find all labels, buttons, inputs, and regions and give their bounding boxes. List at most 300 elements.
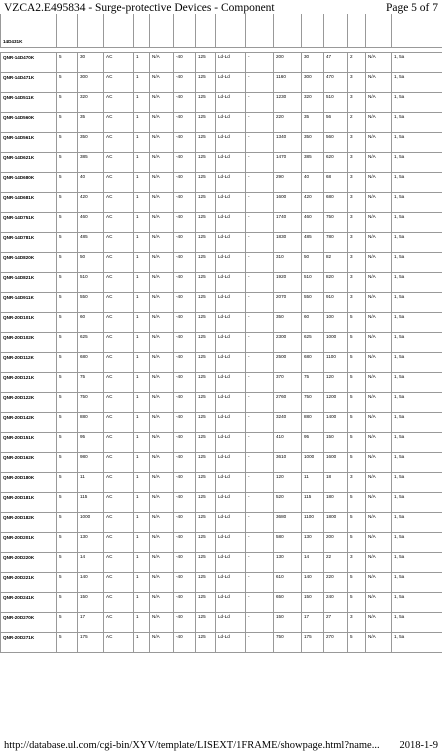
table-cell: Ld-Ld <box>216 353 246 373</box>
print-date: 2018-1-9 <box>399 740 438 751</box>
table-cell: 5 <box>348 333 366 353</box>
table-cell: 115 <box>78 493 104 513</box>
table-cell: -40 <box>174 313 196 333</box>
table-row <box>1 433 442 453</box>
table-cell: -40 <box>174 113 196 133</box>
table-cell: 35 <box>78 113 104 133</box>
table-cell: 2 <box>348 53 366 73</box>
table-cell: 650 <box>274 593 302 613</box>
table-cell: 75 <box>302 373 324 393</box>
table-cell: Ld-Ld <box>216 633 246 653</box>
table-row <box>1 453 442 473</box>
table-cell: AC <box>104 113 134 133</box>
table-cell: 1920 <box>274 273 302 293</box>
table-cell: 5 <box>57 233 78 253</box>
table-row <box>1 193 442 213</box>
table-cell: 1, 5a <box>392 113 442 133</box>
part-number-cell: QNR-14D751K <box>1 213 57 233</box>
table-cell: 460 <box>78 213 104 233</box>
table-row <box>1 533 442 553</box>
table-cell: 35 <box>302 113 324 133</box>
table-cell: 1 <box>134 193 150 213</box>
table-cell: 1, 5a <box>392 513 442 533</box>
table-cell: 125 <box>196 393 216 413</box>
table-cell: 5 <box>57 193 78 213</box>
table-cell: 3 <box>348 153 366 173</box>
table-cell: 1 <box>134 533 150 553</box>
table-body <box>1 53 442 653</box>
table-cell: Ld-Ld <box>216 373 246 393</box>
table-cell: -40 <box>174 633 196 653</box>
table-cell: N/A <box>150 593 174 613</box>
table-cell: 1100 <box>302 513 324 533</box>
table-cell: - <box>246 333 274 353</box>
part-number-cell: QNR-20D151K <box>1 433 57 453</box>
table-cell: 510 <box>302 273 324 293</box>
table-cell: 1, 5a <box>392 633 442 653</box>
table-cell: AC <box>104 473 134 493</box>
table-cell: N/A <box>150 333 174 353</box>
table-cell: 5 <box>348 313 366 333</box>
table-cell: - <box>246 73 274 93</box>
table-cell: 125 <box>196 453 216 473</box>
part-number-cell: QNR-20D181K <box>1 493 57 513</box>
table-cell: -40 <box>174 493 196 513</box>
table-row <box>1 153 442 173</box>
table-cell: N/A <box>366 373 392 393</box>
table-cell: -40 <box>174 413 196 433</box>
table-cell: 1 <box>134 153 150 173</box>
table-cell: 1, 5a <box>392 253 442 273</box>
table-cell: 125 <box>196 313 216 333</box>
table-row <box>1 373 442 393</box>
table-cell: 1, 5a <box>392 333 442 353</box>
table-cell: Ld-Ld <box>216 573 246 593</box>
table-cell: 485 <box>302 233 324 253</box>
table-cell: 5 <box>57 53 78 73</box>
table-cell: 1160 <box>274 73 302 93</box>
table-cell: 1, 5a <box>392 433 442 453</box>
table-cell: 5 <box>57 393 78 413</box>
table-cell: 300 <box>302 73 324 93</box>
part-number-cell: QNR-14D561K <box>1 133 57 153</box>
table-cell: 1600 <box>324 453 348 473</box>
table-cell: 56 <box>324 113 348 133</box>
part-number-cell: QNR-20D112K <box>1 353 57 373</box>
table-cell: - <box>246 493 274 513</box>
part-number-cell: QNR-20D101K <box>1 313 57 333</box>
table-cell: 130 <box>78 533 104 553</box>
table-cell: 11 <box>302 473 324 493</box>
table-cell: - <box>246 453 274 473</box>
table-cell: 40 <box>302 173 324 193</box>
table-cell: 1200 <box>324 393 348 413</box>
table-cell: Ld-Ld <box>216 273 246 293</box>
page-url: http://database.ul.com/cgi-bin/XYV/template/LISEXT/1FRAME/showpage.html?name... <box>4 740 380 751</box>
table-cell: 1 <box>134 493 150 513</box>
table-cell: 370 <box>274 373 302 393</box>
table-row <box>1 473 442 493</box>
part-number-cell: QNR-14D820K <box>1 253 57 273</box>
table-cell: - <box>246 513 274 533</box>
table-cell: 5 <box>57 413 78 433</box>
table-cell: 1, 5a <box>392 213 442 233</box>
table-cell: N/A <box>150 613 174 633</box>
table-cell: 1600 <box>274 193 302 213</box>
table-cell: 1 <box>134 273 150 293</box>
table-cell: -40 <box>174 453 196 473</box>
table-cell: 350 <box>302 133 324 153</box>
table-cell: N/A <box>366 633 392 653</box>
table-cell: -40 <box>174 353 196 373</box>
table-cell: N/A <box>366 333 392 353</box>
part-number-cell: QNR-20D142K <box>1 413 57 433</box>
table-cell: AC <box>104 393 134 413</box>
table-cell: 1, 5a <box>392 473 442 493</box>
table-cell: 1 <box>134 213 150 233</box>
table-cell: 1, 5a <box>392 73 442 93</box>
table-cell: 68 <box>324 173 348 193</box>
table-cell: 350 <box>274 313 302 333</box>
table-cell: AC <box>104 153 134 173</box>
table-cell: 180 <box>324 493 348 513</box>
table-cell: 3 <box>348 73 366 93</box>
table-cell: 1, 5a <box>392 313 442 333</box>
table-cell: - <box>246 193 274 213</box>
table-cell: N/A <box>150 213 174 233</box>
table-cell: AC <box>104 173 134 193</box>
table-cell: -40 <box>174 253 196 273</box>
table-cell: 14 <box>78 553 104 573</box>
table-cell: 125 <box>196 113 216 133</box>
table-cell: 17 <box>78 613 104 633</box>
table-cell: 980 <box>78 453 104 473</box>
table-cell: 125 <box>196 73 216 93</box>
table-cell: 5 <box>57 513 78 533</box>
table-cell: AC <box>104 353 134 373</box>
table-cell: 780 <box>324 233 348 253</box>
table-cell: 3 <box>348 213 366 233</box>
table-cell: N/A <box>366 73 392 93</box>
table-cell: Ld-Ld <box>216 593 246 613</box>
table-row <box>1 253 442 273</box>
table-cell: N/A <box>150 393 174 413</box>
table-cell: 5 <box>57 473 78 493</box>
table-cell: AC <box>104 513 134 533</box>
table-cell: N/A <box>150 133 174 153</box>
table-cell: -40 <box>174 193 196 213</box>
table-cell: AC <box>104 53 134 73</box>
table-row <box>1 633 442 653</box>
table-cell: 22 <box>324 553 348 573</box>
table-cell: N/A <box>150 113 174 133</box>
table-cell: 420 <box>302 193 324 213</box>
table-row <box>1 333 442 353</box>
table-cell: N/A <box>366 53 392 73</box>
partial-top-row <box>0 14 442 52</box>
table-cell: 5 <box>57 313 78 333</box>
component-table-region <box>0 14 442 734</box>
table-cell: 75 <box>78 373 104 393</box>
table-cell: N/A <box>150 353 174 373</box>
table-cell: N/A <box>366 253 392 273</box>
table-cell: -40 <box>174 393 196 413</box>
table-cell: AC <box>104 553 134 573</box>
table-cell: 125 <box>196 53 216 73</box>
table-cell: N/A <box>150 293 174 313</box>
table-cell: 1100 <box>324 353 348 373</box>
table-cell: 5 <box>57 173 78 193</box>
table-cell: 5 <box>57 293 78 313</box>
table-cell: 5 <box>57 553 78 573</box>
table-cell: 240 <box>324 593 348 613</box>
table-cell: 1400 <box>324 413 348 433</box>
table-cell: 27 <box>324 613 348 633</box>
table-cell: 125 <box>196 153 216 173</box>
page-footer <box>4 740 438 754</box>
table-cell: 1, 5a <box>392 193 442 213</box>
table-cell: 5 <box>348 393 366 413</box>
table-cell: 1 <box>134 433 150 453</box>
table-cell: Ld-Ld <box>216 473 246 493</box>
table-cell: AC <box>104 533 134 553</box>
table-row <box>1 173 442 193</box>
table-cell: 125 <box>196 253 216 273</box>
table-cell: 175 <box>302 633 324 653</box>
table-cell: N/A <box>366 413 392 433</box>
table-cell: 625 <box>302 333 324 353</box>
table-cell: N/A <box>150 633 174 653</box>
table-cell: 820 <box>324 273 348 293</box>
table-cell: 5 <box>57 93 78 113</box>
table-cell: 1340 <box>274 133 302 153</box>
table-cell: 5 <box>57 433 78 453</box>
part-number-cell: QNR-14D821K <box>1 273 57 293</box>
table-cell: 1740 <box>274 213 302 233</box>
table-cell: 130 <box>302 533 324 553</box>
table-cell: N/A <box>366 273 392 293</box>
table-cell: 1000 <box>302 453 324 473</box>
table-cell: 5 <box>57 573 78 593</box>
table-cell: 115 <box>302 493 324 513</box>
table-cell: 620 <box>324 153 348 173</box>
table-cell: AC <box>104 633 134 653</box>
table-cell: 485 <box>78 233 104 253</box>
table-cell: 5 <box>57 333 78 353</box>
table-cell: Ld-Ld <box>216 213 246 233</box>
table-cell: Ld-Ld <box>216 533 246 553</box>
table-cell: N/A <box>150 573 174 593</box>
table-cell: -40 <box>174 213 196 233</box>
table-cell: 5 <box>348 413 366 433</box>
table-cell: 1000 <box>324 333 348 353</box>
table-cell: 1 <box>134 73 150 93</box>
table-cell: 750 <box>324 213 348 233</box>
table-cell: -40 <box>174 173 196 193</box>
table-cell: N/A <box>366 353 392 373</box>
table-cell: 18 <box>324 473 348 493</box>
table-cell: 580 <box>274 533 302 553</box>
table-cell: 1 <box>134 313 150 333</box>
table-cell: 750 <box>274 633 302 653</box>
table-cell: 1, 5a <box>392 173 442 193</box>
table-cell: 270 <box>324 633 348 653</box>
part-number-cell: QNR-14D911K <box>1 293 57 313</box>
table-cell: 1470 <box>274 153 302 173</box>
table-cell: 200 <box>324 533 348 553</box>
table-cell: AC <box>104 293 134 313</box>
part-number-cell: 14D431K <box>1 14 57 48</box>
table-cell: 1 <box>134 233 150 253</box>
table-cell: 1, 5a <box>392 353 442 373</box>
table-cell: 30 <box>302 53 324 73</box>
table-cell: -40 <box>174 373 196 393</box>
part-number-cell: QNR-20D182K <box>1 513 57 533</box>
table-cell: N/A <box>366 453 392 473</box>
table-cell: 550 <box>78 293 104 313</box>
table-cell: AC <box>104 453 134 473</box>
table-cell: N/A <box>150 313 174 333</box>
table-cell: 5 <box>57 613 78 633</box>
table-cell: AC <box>104 233 134 253</box>
table-cell: 1 <box>134 173 150 193</box>
part-number-cell: QNR-20D102K <box>1 333 57 353</box>
table-cell: 1, 5a <box>392 573 442 593</box>
table-row <box>1 313 442 333</box>
table-cell: 5 <box>348 533 366 553</box>
table-cell: -40 <box>174 293 196 313</box>
table-cell: 125 <box>196 513 216 533</box>
table-cell: Ld-Ld <box>216 333 246 353</box>
table-cell: 17 <box>302 613 324 633</box>
table-cell: 1 <box>134 593 150 613</box>
table-cell: 125 <box>196 613 216 633</box>
table-cell: Ld-Ld <box>216 413 246 433</box>
table-cell: 125 <box>196 233 216 253</box>
table-cell: 125 <box>196 593 216 613</box>
table-cell: -40 <box>174 53 196 73</box>
table-cell: 125 <box>196 193 216 213</box>
table-cell: 125 <box>196 273 216 293</box>
table-cell: - <box>246 233 274 253</box>
table-cell: 5 <box>348 353 366 373</box>
table-cell: 125 <box>196 333 216 353</box>
table-cell: AC <box>104 93 134 113</box>
table-cell: Ld-Ld <box>216 493 246 513</box>
table-cell: N/A <box>150 453 174 473</box>
table-cell: 95 <box>78 433 104 453</box>
table-cell: 30 <box>78 53 104 73</box>
table-cell: N/A <box>150 93 174 113</box>
table-cell: -40 <box>174 613 196 633</box>
table-row <box>1 273 442 293</box>
table-cell: 5 <box>57 273 78 293</box>
table-cell: 5 <box>57 533 78 553</box>
table-cell: N/A <box>150 173 174 193</box>
table-cell: 140 <box>302 573 324 593</box>
table-cell: 125 <box>196 473 216 493</box>
table-cell: N/A <box>366 513 392 533</box>
table-row <box>1 613 442 633</box>
table-cell: 5 <box>57 133 78 153</box>
table-cell: 1 <box>134 293 150 313</box>
table-cell: Ld-Ld <box>216 173 246 193</box>
table-cell: N/A <box>366 613 392 633</box>
table-cell: N/A <box>366 233 392 253</box>
table-cell: 1, 5a <box>392 613 442 633</box>
table-cell: AC <box>104 573 134 593</box>
table-cell: 220 <box>324 573 348 593</box>
table-cell: 3 <box>348 93 366 113</box>
table-cell: Ld-Ld <box>216 433 246 453</box>
table-cell: 470 <box>324 73 348 93</box>
table-cell: 125 <box>196 573 216 593</box>
table-cell: N/A <box>150 533 174 553</box>
table-cell: N/A <box>366 133 392 153</box>
part-number-cell: QNR-14D471K <box>1 73 57 93</box>
table-cell: AC <box>104 433 134 453</box>
table-cell: 1, 5a <box>392 93 442 113</box>
table-cell: 1800 <box>324 513 348 533</box>
table-row <box>1 493 442 513</box>
table-cell: -40 <box>174 573 196 593</box>
table-cell: - <box>246 473 274 493</box>
table-row <box>1 93 442 113</box>
table-cell: 5 <box>348 493 366 513</box>
table-row <box>1 553 442 573</box>
table-cell: 1 <box>134 113 150 133</box>
part-number-cell: QNR-20D201K <box>1 533 57 553</box>
table-cell: - <box>246 593 274 613</box>
table-cell: 60 <box>302 313 324 333</box>
table-cell: N/A <box>366 293 392 313</box>
table-cell: 120 <box>324 373 348 393</box>
table-cell: - <box>246 133 274 153</box>
table-cell: AC <box>104 613 134 633</box>
table-cell: 750 <box>302 393 324 413</box>
table-cell: 100 <box>324 313 348 333</box>
table-cell: 2300 <box>274 333 302 353</box>
table-cell: 300 <box>78 73 104 93</box>
table-cell: 1, 5a <box>392 153 442 173</box>
table-cell: 1 <box>134 473 150 493</box>
table-cell: Ld-Ld <box>216 113 246 133</box>
table-cell: 60 <box>78 313 104 333</box>
table-cell: - <box>246 93 274 113</box>
table-cell: 560 <box>324 133 348 153</box>
part-number-cell: QNR-14D681K <box>1 193 57 213</box>
table-cell: - <box>246 393 274 413</box>
table-cell: N/A <box>150 73 174 93</box>
table-cell: 125 <box>196 213 216 233</box>
table-cell: 5 <box>348 633 366 653</box>
table-cell: Ld-Ld <box>216 253 246 273</box>
table-row <box>1 573 442 593</box>
table-row <box>1 133 442 153</box>
table-cell: 750 <box>78 393 104 413</box>
table-cell: 385 <box>78 153 104 173</box>
table-cell: 2760 <box>274 393 302 413</box>
table-cell: 220 <box>274 113 302 133</box>
table-cell: 1 <box>134 413 150 433</box>
table-cell: 5 <box>57 593 78 613</box>
table-cell: Ld-Ld <box>216 193 246 213</box>
table-cell: 1 <box>134 573 150 593</box>
table-cell: 125 <box>196 553 216 573</box>
table-cell: 1000 <box>78 513 104 533</box>
table-cell: 1 <box>134 393 150 413</box>
table-cell: N/A <box>366 493 392 513</box>
